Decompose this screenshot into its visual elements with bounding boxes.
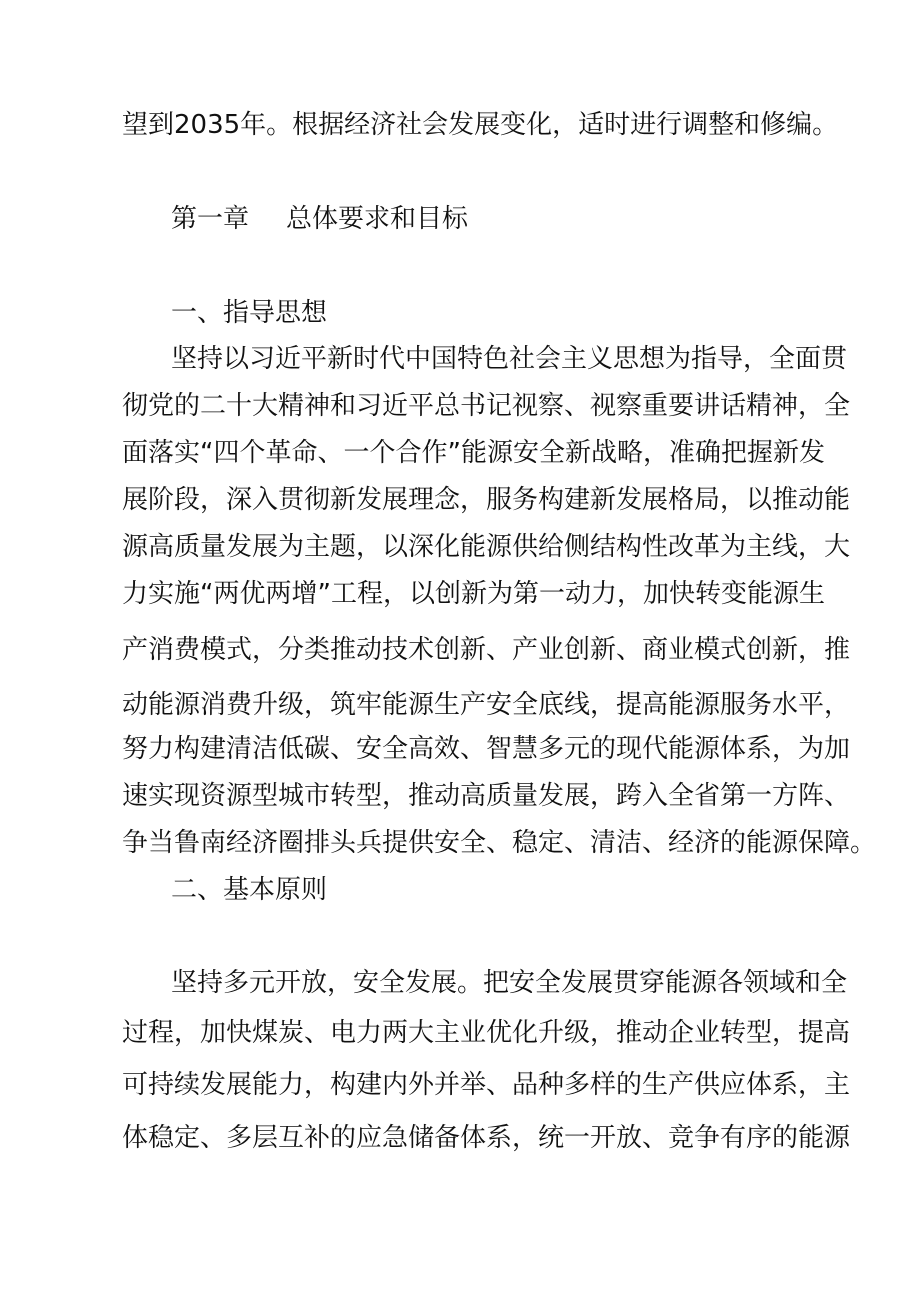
paragraph-line: 速实现资源型城市转型，推动高质量发展，跨入全省第一方阵、 [122,781,851,811]
paragraph-line: 争当鲁南经济圈排头兵提供安全、稳定、清洁、经济的能源保障。 [122,828,877,858]
paragraph-line: 坚持多元开放，安全发展。把安全发展贯穿能源各领域和全 [171,968,848,998]
intro-line: 望到2035年。根据经济社会发展变化，适时进行调整和修编。 [122,110,839,140]
section-heading-basic-principles: 二、基本原则 [171,875,328,905]
paragraph-line: 体稳定、多层互补的应急储备体系，统一开放、竞争有序的能源 [122,1123,851,1153]
paragraph-line: 动能源消费升级，筑牢能源生产安全底线，提高能源服务水平， [122,690,851,720]
paragraph-line: 彻党的二十大精神和习近平总书记视察、视察重要讲话精神，全 [122,391,851,421]
paragraph-line: 努力构建清洁低碳、安全高效、智慧多元的现代能源体系，为加 [122,734,851,764]
paragraph-line: 源高质量发展为主题，以深化能源供给侧结构性改革为主线，大 [122,532,851,562]
paragraph-line: 力实施“两优两增”工程，以创新为第一动力，加快转变能源生 [122,579,825,609]
paragraph-line: 坚持以习近平新时代中国特色社会主义思想为指导，全面贯 [171,344,848,374]
paragraph-line: 产消费模式，分类推动技术创新、产业创新、商业模式创新，推 [122,635,851,665]
chapter-title: 总体要求和目标 [286,204,469,234]
paragraph-line: 可持续发展能力，构建内外并举、品种多样的生产供应体系，主 [122,1070,851,1100]
paragraph-line: 过程，加快煤炭、电力两大主业优化升级，推动企业转型，提高 [122,1018,851,1048]
paragraph-line: 展阶段，深入贯彻新发展理念，服务构建新发展格局，以推动能 [122,485,851,515]
paragraph-line: 面落实“四个革命、一个合作”能源安全新战略，准确把握新发 [122,438,825,468]
chapter-number: 第一章 [171,204,250,234]
section-heading-guiding-ideology: 一、指导思想 [171,298,328,328]
